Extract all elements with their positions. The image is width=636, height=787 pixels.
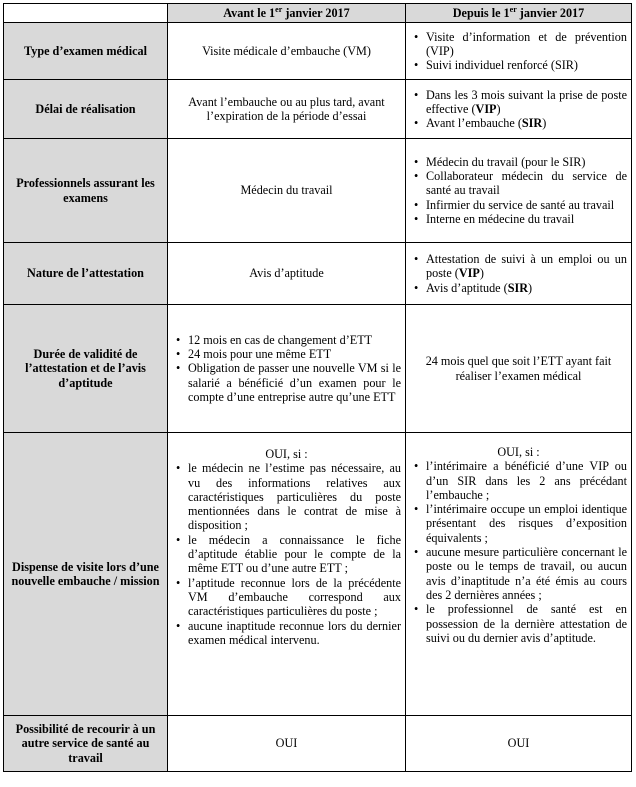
table-row [4,243,632,305]
table-row [4,305,632,433]
header-before-sup: er [275,4,283,14]
list-item [426,116,627,130]
after-exam-type [406,23,632,80]
table-row [4,433,632,716]
after-validity: 24 mois quel que soit l’ETT ayant fait réaliser l’examen médical [406,305,632,433]
header-before-text: Avant le 1 [223,5,276,20]
after-attestation [406,243,632,305]
row-label-attestation: Nature de l’attestation [4,243,168,305]
list-item: • Collaborateur médecin du service de santé au travail [426,169,627,198]
before-professionals: Médecin du travail [168,139,406,243]
list-item: • 12 mois en cas de changement d’ETT [188,333,401,347]
row-label-dispensation: Dispense de visite lors d’une nouvelle embauche / mission [4,433,168,716]
after-dispensation-intro: OUI, si : [497,445,540,459]
header-since-text: Depuis le 1 [452,5,510,20]
row-label-professionals: Professionnels assurant les examens [4,139,168,243]
text: ) [496,101,501,116]
list-item: • le professionnel de santé est en possession de la dernière attestation de suivi ou du dernier avis d’aptitude. [426,602,627,645]
after-other-service: OUI [406,716,632,772]
list-item: • aucune mesure particulière concernant le poste ou le temps de travail, ou aucun avis d’inaptitude n’a été émis au cours des 2 dernières années ; [426,545,627,602]
list-item: • Visite d’information et de prévention (VIP) [426,30,627,59]
row-label-other-service: Possibilité de recourir à un autre service de santé au travail [4,716,168,772]
table-row [4,80,632,139]
before-other-service: OUI [168,716,406,772]
list-item: • Médecin du travail (pour le SIR) [426,155,627,169]
after-professionals [406,139,632,243]
header-since-sup: er [509,4,517,14]
text: Attestation de suivi à un emploi ou un poste ( [426,252,627,281]
text: Dans les 3 mois suivant la prise de poste effective ( [426,87,627,116]
header-row [4,4,632,23]
list-item: • l’aptitude reconnue lors de la précédente VM d’embauche correspond aux caractéristiques particulières du poste ; [188,576,401,619]
list-item: • Obligation de passer une nouvelle VM si le salarié a bénéficié d’un examen pour le compte d’une entreprise autre qu’une ETT [188,361,401,404]
header-since-suffix: janvier 2017 [516,5,585,20]
list-item: • Interne en médecine du travail [426,212,627,226]
table-row [4,716,632,772]
text: ) [479,266,484,281]
row-label-delay: Délai de réalisation [4,80,168,139]
bold-text: SIR [521,116,543,131]
list-item [426,281,627,295]
before-exam-type: Visite médicale d’embauche (VM) [168,23,406,80]
table-row [4,139,632,243]
list-item: • le médecin a connaissance le fiche d’aptitude établie pour le compte de la même ETT ou d’une autre ETT ; [188,533,401,576]
comparison-table [3,3,632,772]
after-delay [406,80,632,139]
header-before-2017 [168,4,406,23]
before-dispensation-intro: OUI, si : [265,447,308,461]
header-empty-cell [4,4,168,23]
header-since-2017 [406,4,632,23]
before-validity [168,305,406,433]
header-before-suffix: janvier 2017 [282,5,350,20]
bold-text: VIP [458,266,480,281]
text: Avant l’embauche ( [426,116,522,131]
list-item: • le médecin ne l’estime pas nécessaire, au vu des informations relatives aux caractéristiques particulières du poste mentionnées dans le contrat de mise à disposition ; [188,461,401,532]
bold-text: VIP [475,101,497,116]
before-attestation: Avis d’aptitude [168,243,406,305]
text: ) [528,280,533,295]
bold-text: SIR [507,280,529,295]
after-dispensation [406,433,632,716]
list-item: • 24 mois pour une même ETT [188,347,401,361]
before-delay: Avant l’embauche ou au plus tard, avant l’expiration de la période d’essai [168,80,406,139]
before-dispensation [168,433,406,716]
list-item: • l’intérimaire a bénéficié d’une VIP ou d’un SIR dans les 2 ans précédant l’embauche ; [426,459,627,502]
row-label-validity: Durée de validité de l’attestation et de l’avis d’aptitude [4,305,168,433]
text: ) [542,116,547,131]
row-label-exam-type: Type d’examen médical [4,23,168,80]
list-item: • l’intérimaire occupe un emploi identique présentant des risques d’exposition équivalents ; [426,502,627,545]
list-item: • Infirmier du service de santé au travail [426,198,627,212]
text: Avis d’aptitude ( [426,280,508,295]
list-item [426,88,627,117]
list-item: • Suivi individuel renforcé (SIR) [426,58,627,72]
list-item: • aucune inaptitude reconnue lors du dernier examen médical intervenu. [188,619,401,648]
list-item [426,252,627,281]
table-row [4,23,632,80]
